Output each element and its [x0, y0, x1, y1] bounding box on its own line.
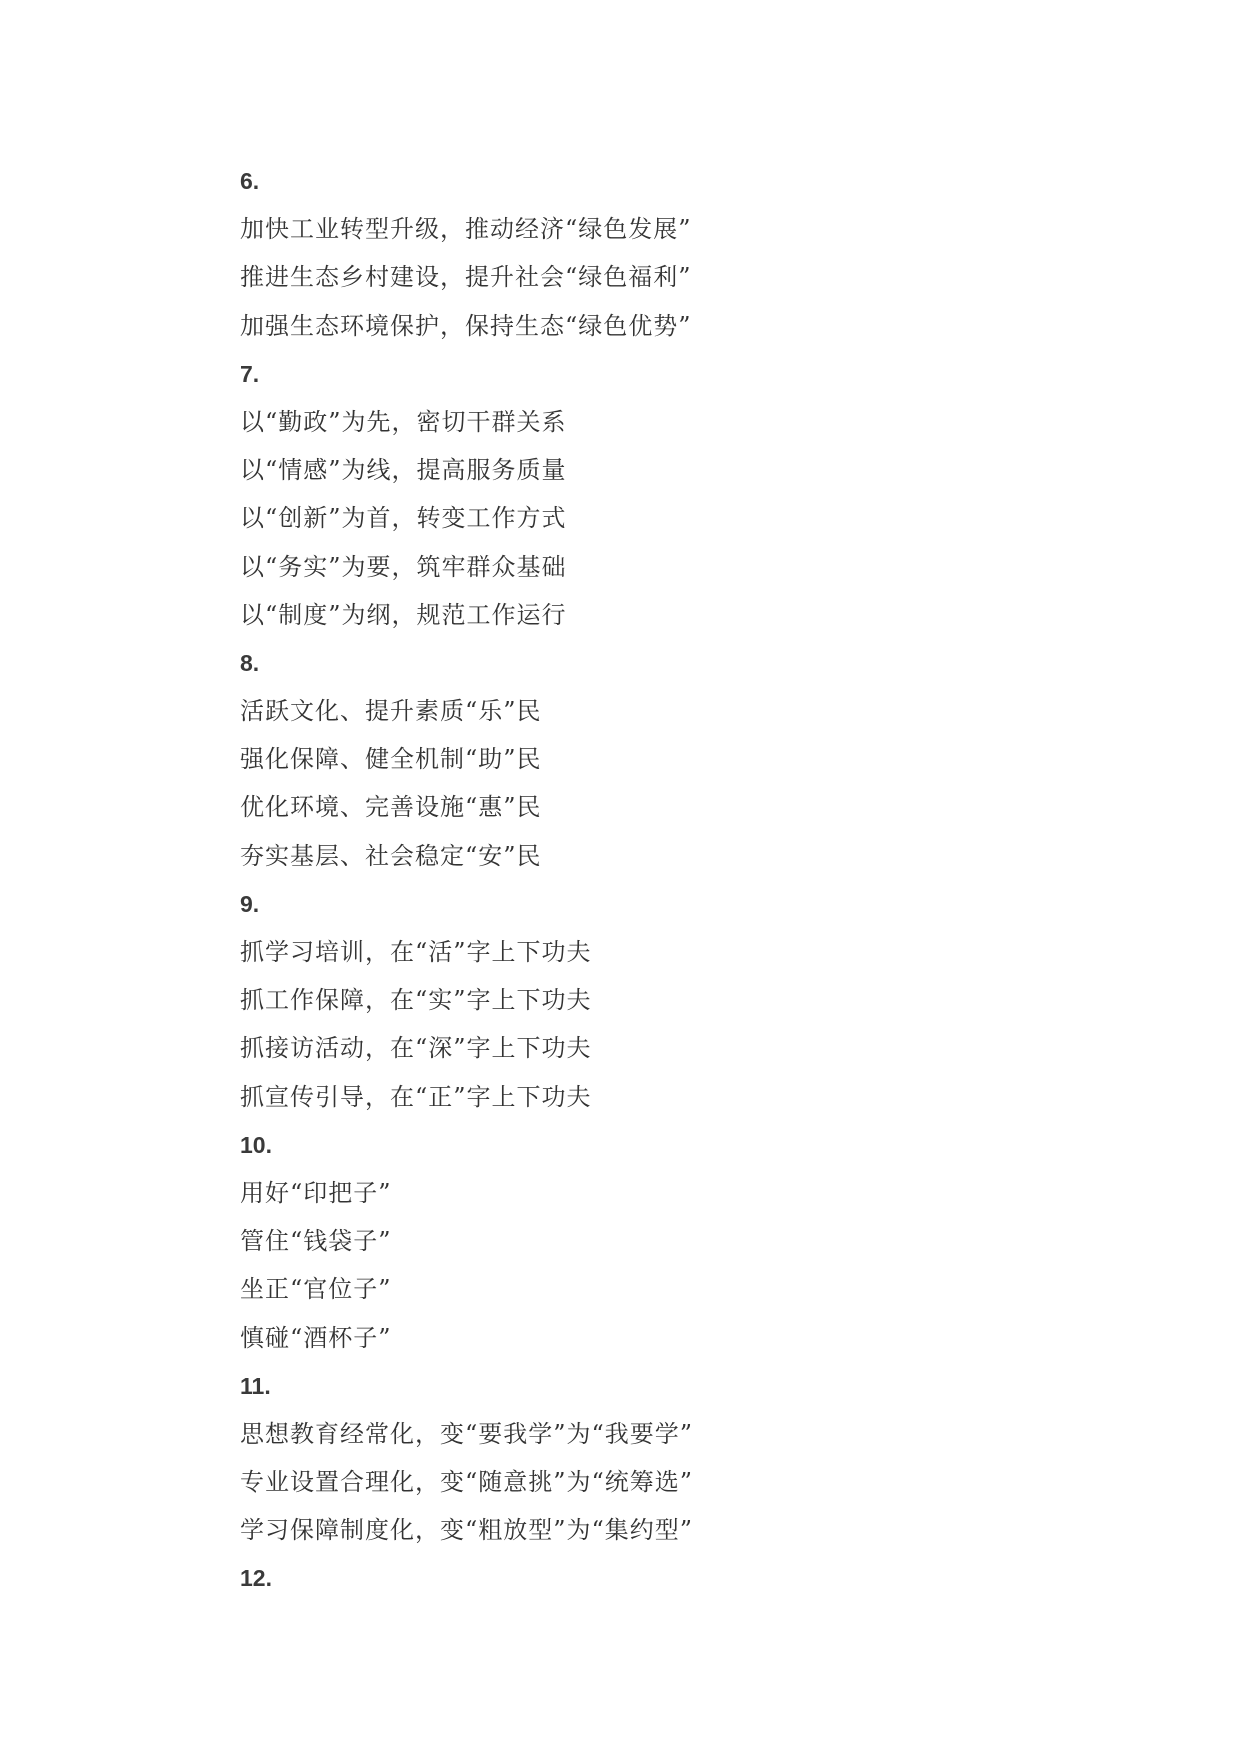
section-line: 慎碰“酒杯子” [240, 1323, 392, 1352]
section-line: 用好“印把子” [240, 1178, 392, 1207]
section-line: 强化保障、健全机制“助”民 [240, 745, 542, 774]
section-number: 11. [240, 1372, 271, 1399]
section-number: 10. [240, 1131, 272, 1158]
section-number: 9. [240, 890, 260, 917]
section-line: 思想教育经常化，变“要我学”为“我要学” [240, 1419, 694, 1448]
section-line: 以“创新”为首，转变工作方式 [240, 504, 567, 533]
section-number: 7. [240, 360, 260, 387]
section-line: 坐正“官位子” [240, 1275, 392, 1304]
section-number: 8. [240, 649, 260, 676]
section-line: 以“务实”为要，筑牢群众基础 [240, 552, 567, 581]
section-line: 以“情感”为线，提高服务质量 [240, 456, 567, 485]
section-line: 夯实基层、社会稳定“安”民 [240, 841, 542, 870]
section-line: 抓学习培训，在“活”字上下功夫 [240, 938, 592, 966]
section-line: 以“制度”为纲，规范工作运行 [240, 600, 567, 629]
section-line: 抓接访活动，在“深”字上下功夫 [240, 1034, 592, 1063]
section-line: 以“勤政”为先，密切干群关系 [240, 407, 567, 436]
section-line: 加强生态环境保护，保持生态“绿色优势” [240, 311, 692, 340]
document-page [240, 157, 1140, 1603]
section-line: 专业设置合理化，变“随意挑”为“统筹选” [240, 1468, 694, 1497]
section-line: 推进生态乡村建设，提升社会“绿色福利” [240, 263, 692, 292]
section-line: 抓工作保障，在“实”字上下功夫 [240, 986, 592, 1015]
section-line: 学习保障制度化，变“粗放型”为“集约型” [240, 1516, 694, 1545]
section-number: 12. [240, 1565, 272, 1592]
section-line: 抓宣传引导，在“正”字上下功夫 [240, 1082, 592, 1111]
section-line: 优化环境、完善设施“惠”民 [240, 793, 542, 822]
section-line: 管住“钱袋子” [240, 1227, 392, 1256]
section-line: 加快工业转型升级，推动经济“绿色发展” [240, 215, 692, 244]
section-number: 6. [240, 168, 260, 194]
section-line: 活跃文化、提升素质“乐”民 [240, 697, 542, 726]
